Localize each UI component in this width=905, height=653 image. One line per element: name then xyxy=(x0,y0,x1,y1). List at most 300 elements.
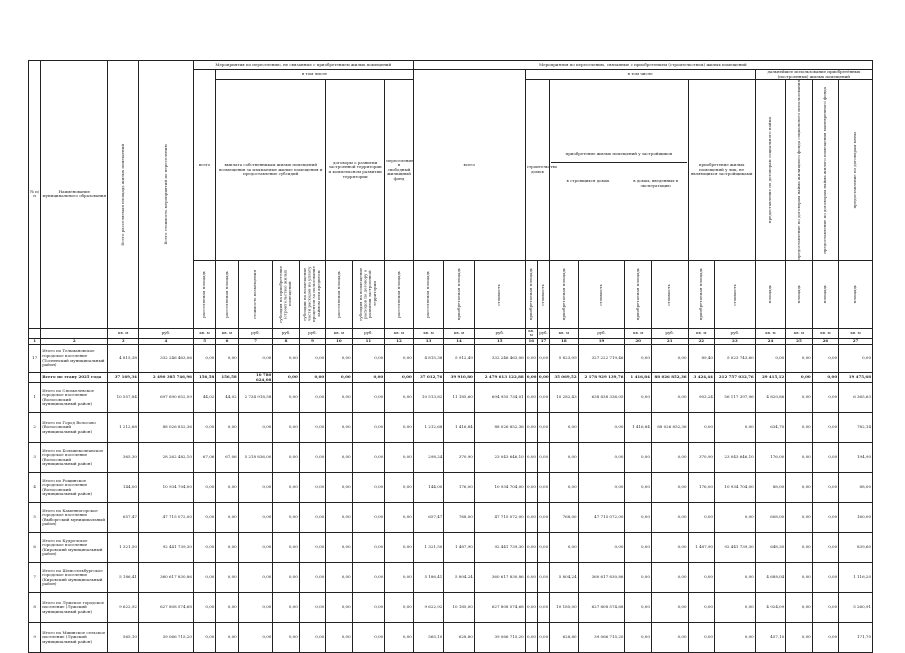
value-cell: 0,00 xyxy=(326,623,352,653)
sub-col-header: приобретаемая площадь xyxy=(525,260,537,328)
column-number-cell: 1 xyxy=(29,339,41,345)
right-buy-persons-header: приобретение жилых помещений у лиц, не являющихся застройщиками xyxy=(688,80,755,261)
value-cell: 0,00 xyxy=(786,443,812,473)
value-cell: 0,00 xyxy=(273,473,299,503)
value-cell: 0,00 xyxy=(216,593,238,623)
value-cell: 648,30 xyxy=(755,533,786,563)
value-cell: 0,00 xyxy=(525,563,537,593)
value-cell: 0,00 xyxy=(812,563,838,593)
value-cell: 0,00 xyxy=(299,473,325,503)
value-cell: 0,00 xyxy=(216,563,238,593)
value-cell: 0,00 xyxy=(537,345,549,373)
value-cell: 0,00 xyxy=(786,563,812,593)
value-cell: 88 026 852,36 xyxy=(474,413,525,443)
unit-cell: руб. xyxy=(474,328,525,338)
units-row xyxy=(29,328,873,338)
document-sheet xyxy=(28,60,873,645)
sub-col-header: стоимость возмещения xyxy=(238,260,273,328)
value-cell: 0,00 xyxy=(193,563,215,593)
value-cell: 0,00 xyxy=(385,373,414,383)
sub-col-header: приобретаемая площадь xyxy=(550,260,579,328)
value-cell: 0,00 xyxy=(525,503,537,533)
value-cell: 10 282,43 xyxy=(550,383,579,413)
value-cell: 0,00 xyxy=(786,373,812,383)
value-cell: 0,00 xyxy=(326,413,352,443)
value-cell: 5 804,24 xyxy=(444,563,475,593)
value-cell: 0,00 xyxy=(786,503,812,533)
value-cell: 0,00 xyxy=(299,443,325,473)
value-cell: 0,00 xyxy=(193,593,215,623)
unit-cell: руб. xyxy=(238,328,273,338)
column-number-cell: 27 xyxy=(839,339,873,345)
value-cell: 39 910,80 xyxy=(444,373,475,383)
left-all-header: всего xyxy=(193,70,215,261)
value-cell: 5 823,09 xyxy=(550,345,579,373)
unit-cell: руб. xyxy=(537,328,549,338)
value-cell: 23 043 646,10 xyxy=(714,443,755,473)
value-cell: 67,06 xyxy=(216,443,238,473)
value-cell: 39 066 715,20 xyxy=(138,623,193,653)
value-cell: 2 178 929 139,76 xyxy=(578,373,625,383)
value-cell: 92 441 739,30 xyxy=(474,533,525,563)
value-cell: 10 185,00 xyxy=(444,593,475,623)
value-cell: 0,00 xyxy=(299,623,325,653)
column-number-cell: 17 xyxy=(537,339,549,345)
table-row xyxy=(29,383,873,413)
value-cell: 0,00 xyxy=(273,533,299,563)
value-cell: 0,00 xyxy=(625,473,651,503)
value-cell: 0,00 xyxy=(326,345,352,373)
column-number-cell: 10 xyxy=(326,339,352,345)
value-cell: 0,00 xyxy=(537,443,549,473)
column-number-cell: 9 xyxy=(299,339,325,345)
further-col3-header: предоставление по договорам найма жилого помещения маневренного фонда xyxy=(812,80,838,261)
left-incl-header: в том числе xyxy=(216,70,413,80)
value-cell: 0,00 xyxy=(299,563,325,593)
value-cell: 0,00 xyxy=(352,623,385,653)
value-cell: 0,00 xyxy=(625,593,651,623)
value-cell: 0,00 xyxy=(537,593,549,623)
value-cell: 0,00 xyxy=(299,345,325,373)
value-cell: 0,00 xyxy=(326,443,352,473)
row-number-cell: 6 xyxy=(29,533,41,563)
value-cell: 9 622,92 xyxy=(108,593,139,623)
column-number-cell: 11 xyxy=(352,339,385,345)
value-cell: 782,14 xyxy=(839,413,873,443)
table-body xyxy=(29,345,873,653)
value-cell: 0,00 xyxy=(812,443,838,473)
unit-cell: руб. xyxy=(273,328,299,338)
value-cell: 360 617 830,86 xyxy=(578,563,625,593)
unit-cell: кв. м xyxy=(326,328,352,338)
value-cell: 0,00 xyxy=(273,443,299,473)
value-cell: 0,00 xyxy=(537,563,549,593)
value-cell: 5 804,24 xyxy=(550,563,579,593)
value-cell: 171,70 xyxy=(839,623,873,653)
column-number-cell: 4 xyxy=(138,339,193,345)
value-cell: 88 026 852,36 xyxy=(651,373,688,383)
value-cell: 0,00 xyxy=(786,473,812,503)
value-cell: 370,90 xyxy=(688,443,714,473)
value-cell: 0,00 xyxy=(326,503,352,533)
table-row xyxy=(29,563,873,593)
value-cell: 1 321,50 xyxy=(413,533,444,563)
value-cell: 0,00 xyxy=(812,383,838,413)
value-cell: 0,00 xyxy=(786,623,812,653)
value-cell: 0,00 xyxy=(651,533,688,563)
column-number-cell: 2 xyxy=(41,339,108,345)
value-cell: 0,00 xyxy=(812,345,838,373)
column-number-cell: 16 xyxy=(525,339,537,345)
municipality-name-cell: Итого по Город Волосово (Волосовский муниципальный район) xyxy=(41,413,108,443)
value-cell: 360 617 830,86 xyxy=(474,563,525,593)
left-sub3-header: переселение в свободный жилищный фонд xyxy=(385,80,414,261)
municipality-name-cell: Итого по Мшинское сельское поселение (Лужский муниципальный район) xyxy=(41,623,108,653)
value-cell: 156,58 xyxy=(216,373,238,383)
value-cell: 657,47 xyxy=(108,503,139,533)
sub-col-header: субсидия на приобретение (строительство) жилых помещений xyxy=(273,260,299,328)
value-cell: 160,00 xyxy=(839,503,873,533)
value-cell: 0,00 xyxy=(326,373,352,383)
value-cell: 370,90 xyxy=(444,443,475,473)
column-number-cell: 6 xyxy=(216,339,238,345)
column-number-cell: 23 xyxy=(714,339,755,345)
value-cell: 565,10 xyxy=(413,623,444,653)
value-cell: 0,00 xyxy=(651,345,688,373)
value-cell: 1 116,20 xyxy=(839,563,873,593)
col-cost-total-header: Всего стоимость мероприятий по переселению xyxy=(138,61,193,329)
value-cell: 0,00 xyxy=(525,443,537,473)
value-cell: 19 475,68 xyxy=(839,373,873,383)
right-incl-header: в том числе xyxy=(525,70,755,80)
value-cell: 1 416,84 xyxy=(444,413,475,443)
group-left-header: Мероприятия по переселению, не связанные с приобретением жилых помещений xyxy=(193,61,413,70)
value-cell: 903,24 xyxy=(688,383,714,413)
value-cell: 0,00 xyxy=(273,503,299,533)
value-cell: 0,00 xyxy=(714,503,755,533)
value-cell: 23 043 646,10 xyxy=(474,443,525,473)
value-cell: 10 513,82 xyxy=(413,383,444,413)
row-number-cell: 17 xyxy=(29,345,41,373)
value-cell: 47 715 072,00 xyxy=(578,503,625,533)
unit-cell: кв. м xyxy=(413,328,444,338)
value-cell: 1 487,90 xyxy=(688,533,714,563)
table-row xyxy=(29,623,873,653)
value-cell: 0,00 xyxy=(578,443,625,473)
unit-cell: кв. м xyxy=(688,328,714,338)
value-cell: 0,00 xyxy=(273,345,299,373)
value-cell: 565,10 xyxy=(108,623,139,653)
value-cell: 0,00 xyxy=(525,383,537,413)
row-number-cell: 1 xyxy=(29,383,41,413)
value-cell: 0,00 xyxy=(385,563,414,593)
value-cell: 0,00 xyxy=(578,473,625,503)
value-cell: 5 218 836,00 xyxy=(238,443,273,473)
table-row xyxy=(29,413,873,443)
column-number-cell: 14 xyxy=(444,339,475,345)
sub-col-header: расселяемая площадь xyxy=(216,260,238,328)
column-number-cell: 18 xyxy=(550,339,579,345)
value-cell: 768,00 xyxy=(444,503,475,533)
value-cell: 0,00 xyxy=(352,345,385,373)
value-cell: 0,00 xyxy=(839,345,873,373)
value-cell: 0,00 xyxy=(326,473,352,503)
value-cell: 4 815,38 xyxy=(413,345,444,373)
value-cell: 0,00 xyxy=(688,593,714,623)
value-cell: 0,00 xyxy=(651,473,688,503)
value-cell: 0,00 xyxy=(651,623,688,653)
group-right-header: Мероприятия по переселению, связанные с приобретением (строительством) жилых помещений xyxy=(413,61,872,70)
value-cell: 0,00 xyxy=(273,373,299,383)
value-cell: 839,60 xyxy=(839,533,873,563)
value-cell: 1 321,50 xyxy=(108,533,139,563)
sub-col-header: субсидия на возмещение расходов по договору о развитии застроенной территории xyxy=(352,260,385,328)
row-number-cell: 7 xyxy=(29,563,41,593)
municipality-name-cell: Итого по Большеколпанское городское поселение (Волосовский муниципальный район) xyxy=(41,443,108,473)
further-col1-header: предоставление по договорам социального найма xyxy=(755,80,786,261)
value-cell: 0,00 xyxy=(273,563,299,593)
resettlement-table xyxy=(28,60,873,653)
right-all-header: всего xyxy=(413,70,525,261)
value-cell: 608,00 xyxy=(755,503,786,533)
value-cell: 0,00 xyxy=(326,533,352,563)
row-number-cell: 8 xyxy=(29,593,41,623)
value-cell: 0,00 xyxy=(714,623,755,653)
value-cell: 0,00 xyxy=(537,383,549,413)
further-sub-header: площадь xyxy=(812,260,838,328)
value-cell: 2 734 918,58 xyxy=(238,383,273,413)
value-cell: 0,00 xyxy=(786,533,812,563)
column-number-cell: 8 xyxy=(273,339,299,345)
value-cell: 212 757 032,76 xyxy=(714,373,755,383)
sub-col-header: стоимость xyxy=(714,260,755,328)
value-cell: 88,00 xyxy=(755,473,786,503)
row-number-cell: 5 xyxy=(29,503,41,533)
value-cell: 0,00 xyxy=(525,373,537,383)
value-cell: 0,00 xyxy=(525,593,537,623)
value-cell: 0,00 xyxy=(786,593,812,623)
value-cell: 3 424,44 xyxy=(688,373,714,383)
value-cell: 0,00 xyxy=(238,345,273,373)
column-number-cell: 12 xyxy=(385,339,414,345)
value-cell: 0,00 xyxy=(299,533,325,563)
value-cell: 0,00 xyxy=(216,345,238,373)
value-cell: 4 815,38 xyxy=(108,345,139,373)
table-row xyxy=(29,503,873,533)
right-build-header: строительство домов xyxy=(525,80,549,261)
value-cell: 627 808 574,68 xyxy=(578,593,625,623)
value-cell: 0,00 xyxy=(550,413,579,443)
left-sub1-header: выплата собственникам жилых помещений возмещения за изымаемые жилые помещения и предоставление субсидий xyxy=(216,80,326,261)
value-cell: 360 617 830,86 xyxy=(138,563,193,593)
column-number-cell: 19 xyxy=(578,339,625,345)
municipality-name-cell: Итого по Лужское городское поселение (Лужский муниципальный район) xyxy=(41,593,108,623)
value-cell: 332 246 463,06 xyxy=(138,345,193,373)
value-cell: 0,00 xyxy=(238,623,273,653)
value-cell: 0,00 xyxy=(525,623,537,653)
value-cell: 0,00 xyxy=(537,473,549,503)
row-number-cell: 4 xyxy=(29,473,41,503)
unit-cell: кв. м xyxy=(385,328,414,338)
value-cell: 0,00 xyxy=(578,413,625,443)
value-cell: 176,00 xyxy=(688,473,714,503)
value-cell: 0,00 xyxy=(352,473,385,503)
value-cell: 29 415,12 xyxy=(755,373,786,383)
value-cell: 0,00 xyxy=(550,473,579,503)
value-cell: 0,00 xyxy=(216,503,238,533)
unit-cell: кв. м xyxy=(786,328,812,338)
value-cell: 0,00 xyxy=(812,373,838,383)
column-number-cell: 7 xyxy=(238,339,273,345)
municipality-name-cell: Итого по Шлиссельбургское городское поселение (Кировский муниципальный район) xyxy=(41,563,108,593)
unit-cell: руб. xyxy=(138,328,193,338)
value-cell: 0,00 xyxy=(352,533,385,563)
sub-col-header: стоимость xyxy=(474,260,525,328)
column-number-cell: 13 xyxy=(413,339,444,345)
value-cell: 0,00 xyxy=(193,503,215,533)
municipality-name-cell: Итого по Кудрочское городское поселение (Кировский муниципальный район) xyxy=(41,533,108,563)
unit-cell: кв. м xyxy=(625,328,651,338)
municipality-name-cell: Итого по Рощинское городское поселение (Волосовский муниципальный район) xyxy=(41,473,108,503)
value-cell: 0,00 xyxy=(625,533,651,563)
value-cell: 0,00 xyxy=(385,593,414,623)
unit-cell: кв. м xyxy=(108,328,139,338)
value-cell: 697 690 652,59 xyxy=(138,383,193,413)
value-cell: 0,00 xyxy=(812,473,838,503)
value-cell: 0,00 xyxy=(651,593,688,623)
value-cell: 627 808 574,68 xyxy=(138,593,193,623)
value-cell: 0,00 xyxy=(537,623,549,653)
value-cell: 0,00 xyxy=(352,413,385,443)
municipality-name-cell: Итого по Тельмановское городское поселение (Тосненский муниципальный район) xyxy=(41,345,108,373)
value-cell: 5 912,49 xyxy=(444,345,475,373)
value-cell: 92 441 739,30 xyxy=(138,533,193,563)
column-number-cell: 3 xyxy=(108,339,139,345)
value-cell: 4 924,09 xyxy=(755,593,786,623)
value-cell: 0,00 xyxy=(352,593,385,623)
value-cell: 37 012,76 xyxy=(413,373,444,383)
value-cell: 10 185,00 xyxy=(550,593,579,623)
value-cell: 0,00 xyxy=(216,473,238,503)
value-cell: 634,70 xyxy=(755,413,786,443)
value-cell: 67,06 xyxy=(193,443,215,473)
right-further-header: дальнейшее использование приобретённых (построенных) жилых помещений xyxy=(755,70,872,80)
value-cell: 6 365,63 xyxy=(839,383,873,413)
value-cell: 194,90 xyxy=(839,443,873,473)
value-cell: 0,00 xyxy=(812,593,838,623)
value-cell: 1 416,84 xyxy=(625,413,651,443)
row-number-cell: 9 xyxy=(29,623,41,653)
municipality-name-cell: Итого по Каменногорское городское поселение (Выборгский муниципальный район) xyxy=(41,503,108,533)
value-cell: 1 212,68 xyxy=(108,413,139,443)
value-cell: 0,00 xyxy=(714,593,755,623)
value-cell: 0,00 xyxy=(651,383,688,413)
value-cell: 0,00 xyxy=(216,533,238,563)
value-cell: 10 934 704,00 xyxy=(474,473,525,503)
column-number-cell: 26 xyxy=(812,339,838,345)
value-cell: 0,00 xyxy=(755,345,786,373)
value-cell: 0,00 xyxy=(525,533,537,563)
value-cell: 0,00 xyxy=(273,413,299,443)
sub-col-header: приобретаемая площадь xyxy=(444,260,475,328)
value-cell: 88 026 852,36 xyxy=(651,413,688,443)
value-cell: 0,00 xyxy=(812,533,838,563)
value-cell: 0,00 xyxy=(238,503,273,533)
value-cell: 0,00 xyxy=(550,443,579,473)
value-cell: 638 838 336,05 xyxy=(578,383,625,413)
row-number-cell xyxy=(29,373,41,383)
value-cell: 35 069,52 xyxy=(550,373,579,383)
value-cell: 0,00 xyxy=(625,503,651,533)
value-cell: 0,00 xyxy=(193,345,215,373)
value-cell: 4 820,86 xyxy=(755,383,786,413)
table-row-total xyxy=(29,373,873,383)
further-col2-header: предоставление по договорам найма жилищного фонда социального использования xyxy=(786,80,812,261)
column-number-cell: 22 xyxy=(688,339,714,345)
value-cell: 0,00 xyxy=(299,503,325,533)
value-cell: 0,00 xyxy=(299,383,325,413)
table-row xyxy=(29,443,873,473)
value-cell: 0,00 xyxy=(352,383,385,413)
value-cell: 0,00 xyxy=(688,623,714,653)
unit-cell: кв. м xyxy=(550,328,579,338)
column-number-cell: 5 xyxy=(193,339,215,345)
right-buy-header xyxy=(550,80,688,261)
value-cell: 9 622,92 xyxy=(413,593,444,623)
value-cell: 0,00 xyxy=(550,533,579,563)
value-cell: 0,00 xyxy=(273,383,299,413)
col-area-total-header: Всего расселяемая площадь жилых помещений xyxy=(108,61,139,329)
value-cell: 92 441 739,30 xyxy=(714,533,755,563)
value-cell: 176,00 xyxy=(444,473,475,503)
value-cell: 0,00 xyxy=(537,503,549,533)
value-cell: 0,00 xyxy=(525,345,537,373)
value-cell: 365,30 xyxy=(108,443,139,473)
value-cell: 144,00 xyxy=(413,473,444,503)
value-cell: 0,00 xyxy=(688,413,714,443)
value-cell: 298,24 xyxy=(413,443,444,473)
value-cell: 1 416,84 xyxy=(625,373,651,383)
column-number-cell: 21 xyxy=(651,339,688,345)
column-number-cell: 24 xyxy=(755,339,786,345)
right-buy-exist-label: в домах, введенных в эксплуатацию xyxy=(633,178,678,188)
value-cell: 0,00 xyxy=(625,443,651,473)
sub-col-header: расселяемая площадь xyxy=(413,260,444,328)
value-cell: 0,00 xyxy=(537,413,549,443)
right-buy-built-label: в строящихся домах xyxy=(566,178,610,184)
value-cell: 10 934 704,00 xyxy=(138,473,193,503)
sub-col-header: стоимость xyxy=(537,260,549,328)
value-cell: 0,00 xyxy=(352,563,385,593)
sub-col-header: стоимость xyxy=(578,260,625,328)
value-cell: 88 026 852,36 xyxy=(138,413,193,443)
column-number-cell: 20 xyxy=(625,339,651,345)
value-cell: 0,00 xyxy=(299,593,325,623)
value-cell: 44,02 xyxy=(216,383,238,413)
further-sub-header: площадь xyxy=(755,260,786,328)
value-cell: 327 222 719,46 xyxy=(578,345,625,373)
value-cell: 4 688,04 xyxy=(755,563,786,593)
further-sub-header: площадь xyxy=(839,260,873,328)
value-cell: 0,00 xyxy=(385,413,414,443)
column-number-cell: 15 xyxy=(474,339,525,345)
sub-col-header: расселяемая площадь xyxy=(326,260,352,328)
value-cell: 0,00 xyxy=(525,413,537,443)
value-cell: 0,00 xyxy=(688,503,714,533)
value-cell: 0,00 xyxy=(216,623,238,653)
value-cell: 457,10 xyxy=(755,623,786,653)
value-cell: 0,00 xyxy=(385,533,414,563)
